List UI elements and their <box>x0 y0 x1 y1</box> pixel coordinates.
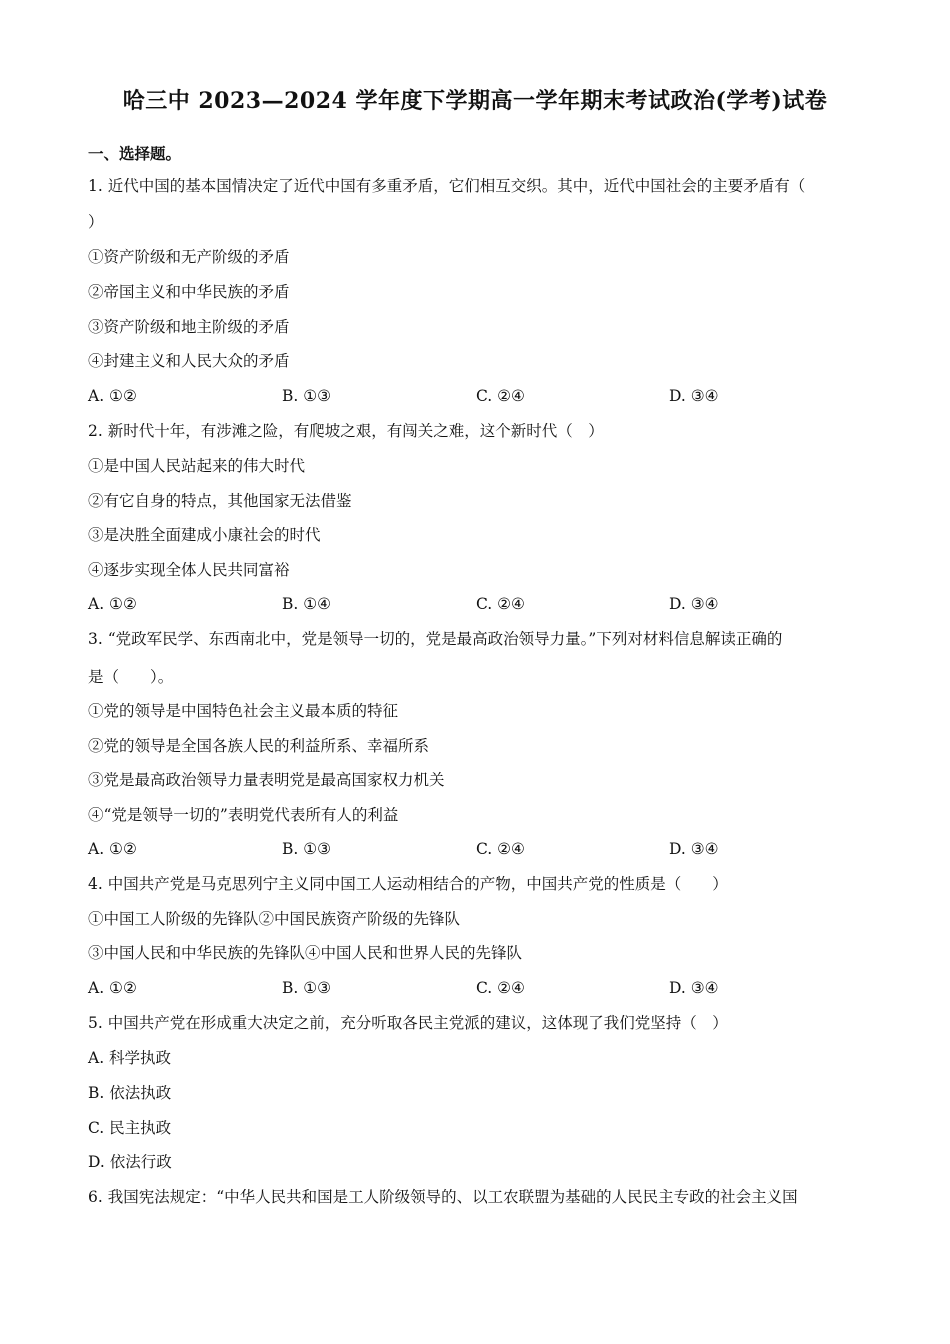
question-3-item-3: ③党是最高政治领导力量表明党是最高国家权力机关 <box>88 771 445 789</box>
question-1-item-1: ①资产阶级和无产阶级的矛盾 <box>88 248 290 266</box>
question-3-item-4: ④“党是领导一切的”表明党代表所有人的利益 <box>88 806 399 824</box>
question-4-item-1: ①中国工人阶级的先锋队②中国民族资产阶级的先锋队 <box>88 910 461 928</box>
question-1-option-b: B. ①③ <box>282 387 332 405</box>
question-5-option-a: A. 科学执政 <box>88 1049 172 1067</box>
question-1-option-c: C. ②④ <box>476 387 525 405</box>
question-2-item-1: ①是中国人民站起来的伟大时代 <box>88 457 306 475</box>
exam-title: 哈三中 2023—2024 学年度下学期高一学年期末考试政治(学考)试卷 <box>122 88 828 114</box>
question-3-option-d: D. ③④ <box>669 840 719 858</box>
question-1-stem-line-2: ） <box>88 213 104 231</box>
question-1-option-d: D. ③④ <box>669 387 719 405</box>
question-3-option-b: B. ①③ <box>282 840 332 858</box>
question-4-option-b: B. ①③ <box>282 979 332 997</box>
question-2-option-d: D. ③④ <box>669 595 719 613</box>
question-3-stem-line-2: 是（ ）。 <box>88 668 174 686</box>
question-1-item-2: ②帝国主义和中华民族的矛盾 <box>88 283 290 301</box>
question-3-option-c: C. ②④ <box>476 840 525 858</box>
question-3-item-1: ①党的领导是中国特色社会主义最本质的特征 <box>88 702 399 720</box>
question-4-option-c: C. ②④ <box>476 979 525 997</box>
question-4-stem: 4. 中国共产党是马克思列宁主义同中国工人运动相结合的产物，中国共产党的性质是（ ） <box>88 875 728 893</box>
question-4-option-d: D. ③④ <box>669 979 719 997</box>
question-1-stem-line-1: 1. 近代中国的基本国情决定了近代中国有多重矛盾，它们相互交织。其中，近代中国社会的主要矛盾有（ <box>88 177 806 195</box>
question-5-option-d: D. 依法行政 <box>88 1153 172 1171</box>
question-3-stem-line-1: 3. “党政军民学、东西南北中，党是领导一切的，党是最高政治领导力量。”下列对材料信息解读正确的 <box>88 630 783 648</box>
question-2-option-b: B. ①④ <box>282 595 332 613</box>
question-5-option-c: C. 民主执政 <box>88 1119 172 1137</box>
section-heading: 一、选择题。 <box>88 144 182 163</box>
question-2-item-3: ③是决胜全面建成小康社会的时代 <box>88 526 321 544</box>
question-2-stem: 2. 新时代十年，有涉滩之险，有爬坡之艰，有闯关之难，这个新时代（ ） <box>88 422 604 440</box>
question-4-item-2: ③中国人民和中华民族的先锋队④中国人民和世界人民的先锋队 <box>88 944 523 962</box>
question-2-option-a: A. ①② <box>88 595 137 613</box>
question-5-option-b: B. 依法执政 <box>88 1084 172 1102</box>
question-6-stem: 6. 我国宪法规定：“中华人民共和国是工人阶级领导的、以工农联盟为基础的人民民主专政的社会主义国 <box>88 1188 798 1206</box>
question-3-item-2: ②党的领导是全国各族人民的利益所系、幸福所系 <box>88 737 430 755</box>
question-2-item-4: ④逐步实现全体人民共同富裕 <box>88 561 290 579</box>
question-5-stem: 5. 中国共产党在形成重大决定之前，充分听取各民主党派的建议，这体现了我们党坚持（ ） <box>88 1014 728 1032</box>
question-4-option-a: A. ①② <box>88 979 137 997</box>
question-1-option-a: A. ①② <box>88 387 137 405</box>
question-1-item-4: ④封建主义和人民大众的矛盾 <box>88 352 290 370</box>
question-1-item-3: ③资产阶级和地主阶级的矛盾 <box>88 318 290 336</box>
question-2-option-c: C. ②④ <box>476 595 525 613</box>
question-3-option-a: A. ①② <box>88 840 137 858</box>
question-2-item-2: ②有它自身的特点，其他国家无法借鉴 <box>88 492 352 510</box>
